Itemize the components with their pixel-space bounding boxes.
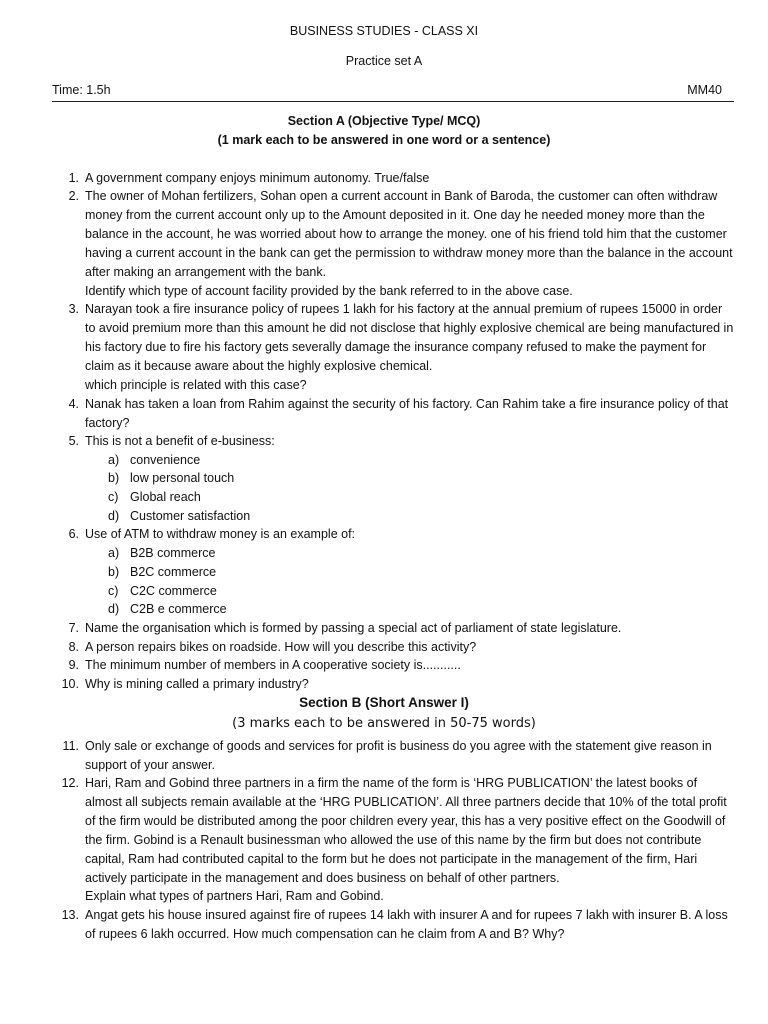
option-text: B2B commerce (130, 546, 216, 560)
option-d (108, 507, 250, 526)
option-d (108, 600, 227, 619)
question-text: A person repairs bikes on roadside. How will you describe this activity? (85, 640, 477, 654)
question-2 (68, 187, 735, 300)
option-c (108, 582, 217, 601)
question-9 (68, 656, 735, 675)
question-number: 6. (68, 527, 79, 541)
question-text: Why is mining called a primary industry? (85, 677, 309, 691)
option-a (108, 544, 215, 563)
max-marks-label: MM40 (687, 83, 722, 97)
option-text: Global reach (130, 490, 201, 504)
option-c (108, 488, 201, 507)
section-b-title: Section B (Short Answer I) (299, 695, 469, 710)
question-number: 4. (68, 397, 79, 411)
question-3 (68, 300, 735, 395)
question-12 (61, 774, 735, 906)
question-10 (61, 675, 735, 694)
question-1 (68, 169, 735, 188)
option-text: B2C commerce (130, 565, 217, 579)
option-label: a) (108, 546, 120, 560)
question-number: 5. (68, 434, 79, 448)
question-number: 10. (61, 677, 79, 691)
question-text: Angat gets his house insured against fire of rupees 14 lakh with insurer A and for rupees 7 lakh with insurer B. A loss of rupees 6 lakh occurred. How much compensation can he claim from A and B? Why? (85, 908, 728, 941)
option-text: Customer satisfaction (130, 509, 251, 523)
question-number: 8. (68, 640, 79, 654)
question-text: The owner of Mohan fertilizers, Sohan open a current account in Bank of Baroda, the customer can often withdraw money from the current account only up to the Amount deposited in it. One day he needed money more than the balance in the account, he was worried about how to arrange the money. one of his friend told him that the customer having a current account in the bank can get the permission to withdraw money more than the balance in the account after making an arrangement with the bank. (85, 189, 733, 279)
question-text: Only sale or exchange of goods and services for profit is business do you agree with the statement give reason in support of your answer. (85, 739, 712, 772)
document-title: BUSINESS STUDIES - CLASS XI (289, 24, 479, 38)
option-text: low personal touch (130, 471, 235, 485)
question-11 (62, 737, 735, 775)
option-text: convenience (130, 453, 201, 467)
question-8 (68, 638, 735, 657)
option-label: a) (108, 453, 120, 467)
document-subtitle: Practice set A (345, 54, 423, 68)
section-a-title: Section A (Objective Type/ MCQ) (287, 114, 481, 128)
option-label: d) (108, 602, 120, 616)
option-label: d) (108, 509, 120, 523)
question-text: Nanak has taken a loan from Rahim against the security of his factory. Can Rahim take a fire insurance policy of that factory? (85, 397, 729, 430)
option-b (108, 469, 234, 488)
question-13 (61, 906, 735, 944)
option-label: c) (108, 584, 119, 598)
question-number: 12. (61, 776, 79, 790)
header-divider (52, 101, 734, 102)
question-number: 9. (68, 658, 79, 672)
option-label: b) (108, 565, 120, 579)
option-b (108, 563, 216, 582)
question-prompt: which principle is related with this case? (85, 377, 307, 392)
question-6 (68, 525, 735, 544)
question-text: The minimum number of members in A cooperative society is........... (85, 658, 461, 672)
option-label: c) (108, 490, 119, 504)
question-number: 3. (68, 302, 79, 316)
question-number: 1. (68, 171, 79, 185)
question-number: 7. (68, 621, 79, 635)
question-text: This is not a benefit of e-business: (85, 434, 275, 448)
section-b-instruction: (3 marks each to be answered in 50-75 words) (232, 716, 536, 731)
question-text: Narayan took a fire insurance policy of rupees 1 lakh for his factory at the annual premium of rupees 15000 in order to avoid premium more than this amount he did not disclose that highly explosive chemical are being manufactured in his factory due to fire his factory gets severally damage the insurance company refused to make the payment for claim as it because aware about the highly explosive chemical. (85, 302, 734, 373)
option-text: C2B e commerce (130, 602, 227, 616)
time-label: Time: 1.5h (52, 83, 111, 97)
question-text: A government company enjoys minimum autonomy. True/false (85, 171, 430, 185)
question-7 (68, 619, 735, 638)
question-text: Hari, Ram and Gobind three partners in a firm the name of the form is ‘HRG PUBLICATION’ the latest books of almost all subjects remain available at the ‘HRG PUBLICATION’. All three partners decide that 10% of the total profit of the firm would be distributed among the poor children every year, this has a very positive effect on the Goodwill of the firm. Gobind is a Renault businessman who allowed the use of this name by the firm but does not contribute capital, Ram had contributed capital to the form but he does not participate in the management of the firm, Hari actively participate in the management and does business on behalf of other partners. (85, 776, 727, 885)
question-text: Name the organisation which is formed by passing a special act of parliament of state legislature. (85, 621, 622, 635)
option-label: b) (108, 471, 120, 485)
question-number: 2. (68, 189, 79, 203)
question-prompt: Identify which type of account facility provided by the bank referred to in the above case. (85, 283, 573, 298)
question-prompt: Explain what types of partners Hari, Ram and Gobind. (85, 889, 384, 904)
option-a (108, 451, 200, 470)
option-text: C2C commerce (130, 584, 217, 598)
question-number: 11. (62, 739, 79, 753)
section-a-instruction: (1 mark each to be answered in one word or a sentence) (217, 133, 551, 147)
question-number: 13. (61, 908, 79, 922)
question-5 (68, 432, 735, 451)
question-text: Use of ATM to withdraw money is an example of: (85, 527, 356, 541)
question-4 (68, 395, 735, 433)
